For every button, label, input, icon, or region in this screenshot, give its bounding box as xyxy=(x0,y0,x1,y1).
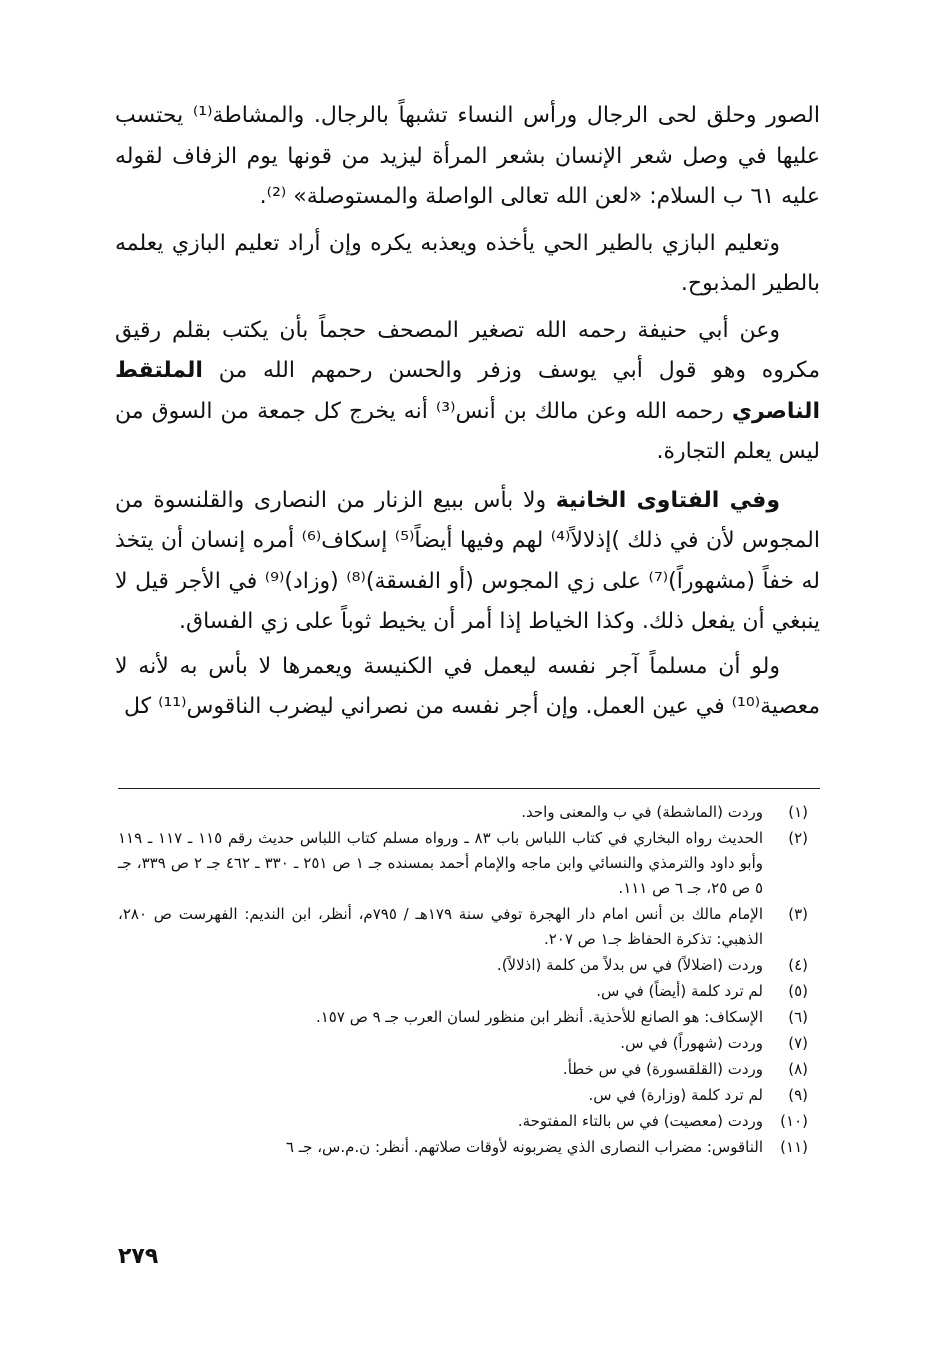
footnote-number: (٨) xyxy=(788,1060,808,1078)
footnote-5 xyxy=(118,979,818,1004)
footnote-text: الإسكاف: هو الصانع للأحذية. أنظر ابن منظور لسان العرب جـ ٩ ص ١٥٧. xyxy=(315,1008,763,1026)
footnote-text: وردت (اضلالاً) في س بدلاً من كلمة (اذلالاً). xyxy=(496,956,763,974)
paragraph-5 xyxy=(115,647,820,728)
paragraph-3-text-end: رحمه الله وعن مالك بن أنس⁽³⁾ أنه يخرج كل جمعة من السوق من ليس يعلم التجارة. xyxy=(115,398,820,464)
paragraph-3-bold-source: الملتقط الناصري xyxy=(115,358,820,424)
footnote-1 xyxy=(118,800,818,825)
main-body-text xyxy=(115,96,820,728)
footnote-11 xyxy=(118,1135,818,1160)
footnote-text: وردت (معصيت) في س بالتاء المفتوحة. xyxy=(517,1112,763,1130)
footnote-text: الإمام مالك بن أنس امام دار الهجرة توفي سنة ١٧٩هـ / ٧٩٥م، أنظر، ابن النديم: الفهرست ص ٢٨٠، الذهبي: تذكرة الحفاظ جـ١ ص ٢٠٧. xyxy=(118,905,763,948)
footnote-text: الحديث رواه البخاري في كتاب اللباس باب ٨٣ ـ ورواه مسلم كتاب اللباس حديث رقم ١١٥ ـ ١١٧ ـ ١١٩ وأبو داود والترمذي والنسائي وابن ماجه والإمام أحمد بمسنده جـ ١ ص ٢٥١ ـ ٣٣٠ ـ ٤٦٢ جـ ٢ ص ٣٣٩، جـ ٥ ص ٢٥، جـ ٦ ص ١١١. xyxy=(118,829,764,897)
footnote-3 xyxy=(118,902,818,952)
paragraph-1-text: الصور وحلق لحى الرجال ورأس النساء تشبهاً بالرجال. والمشاطة⁽¹⁾ يحتسب عليها في وصل شعر الإنسان بشعر المرأة ليزيد من قونها يوم الزفاف لقوله عليه ٦١ ب السلام: «لعن الله تعالى الواصلة والمستوصلة» ⁽²⁾. xyxy=(115,103,821,209)
footnote-number: (٢) xyxy=(788,829,808,847)
footnote-number: (٩) xyxy=(788,1086,808,1104)
footnote-text: الناقوس: مضراب النصارى الذي يضربونه لأوقات صلاتهم. أنظر: ن.م.س، جـ ٦ xyxy=(285,1138,763,1156)
footnote-9 xyxy=(118,1083,818,1108)
footnote-text: لم ترد كلمة (أيضاً) في س. xyxy=(596,982,763,1000)
paragraph-4-bold-source: وفي الفتاوى الخانية xyxy=(555,487,781,513)
footnote-number: (٤) xyxy=(788,956,808,974)
footnote-4 xyxy=(118,953,818,978)
footnote-text: وردت (القلقسورة) في س خطأ. xyxy=(562,1060,763,1078)
footnote-number: (١) xyxy=(788,803,808,821)
footnote-text: لم ترد كلمة (وزارة) في س. xyxy=(588,1086,763,1104)
paragraph-4 xyxy=(115,481,820,643)
footnote-7 xyxy=(118,1031,818,1056)
paragraph-4-text: ولا بأس ببيع الزنار من النصارى والقلنسوة من المجوس لأن في ذلك )إذلالاً⁽⁴⁾ لهم وفيها أيضاً⁽⁵⁾ إسكاف⁽⁶⁾ أمره إنسان أن يتخذ له خفاً (مشهوراً)⁽⁷⁾ على زي المجوس (أو الفسقة)⁽⁸⁾ (وزاد)⁽⁹⁾ في الأجر قيل لا ينبغي أن يفعل ذلك. وكذا الخياط إذا أمر أن يخيط ثوباً على زي الفساق. xyxy=(115,487,820,634)
footnote-2 xyxy=(118,826,818,901)
footnote-number: (٧) xyxy=(788,1034,808,1052)
footnote-text: وردت (الماشطة) في ب والمعنى واحد. xyxy=(521,803,763,821)
footnote-number: (١٠) xyxy=(780,1112,808,1130)
footnote-8 xyxy=(118,1057,818,1082)
paragraph-2-text: وتعليم البازي بالطير الحي يأخذه ويعذبه يكره وإن أراد تعليم البازي يعلمه بالطير المذبوح. xyxy=(115,230,820,296)
paragraph-3-text-start: وعن أبي حنيفة رحمه الله تصغير المصحف حجماً بأن يكتب بقلم رقيق مكروه وهو قول أبي يوسف وزفر والحسن رحمهم الله من xyxy=(115,317,820,383)
footnote-number: (٣) xyxy=(788,905,808,923)
page-number: ٢٧٩ xyxy=(118,1244,159,1269)
paragraph-3 xyxy=(115,311,820,473)
footnote-text: وردت (شهوراً) في س. xyxy=(620,1034,763,1052)
paragraph-1 xyxy=(115,96,820,218)
footnote-number: (٦) xyxy=(788,1008,808,1026)
footnote-number: (١١) xyxy=(780,1138,808,1156)
paragraph-2 xyxy=(115,224,820,305)
footnotes-section xyxy=(118,800,818,1161)
footnote-number: (٥) xyxy=(788,982,808,1000)
footnote-divider xyxy=(118,788,820,789)
paragraph-5-text: ولو أن مسلماً آجر نفسه ليعمل في الكنيسة ويعمرها لا بأس به لأنه لا معصية⁽¹⁰⁾ في عين العمل. وإن أجر نفسه من نصراني ليضرب الناقوس⁽¹¹⁾ كل xyxy=(115,653,820,719)
footnote-10 xyxy=(118,1109,818,1134)
footnote-6 xyxy=(118,1005,818,1030)
